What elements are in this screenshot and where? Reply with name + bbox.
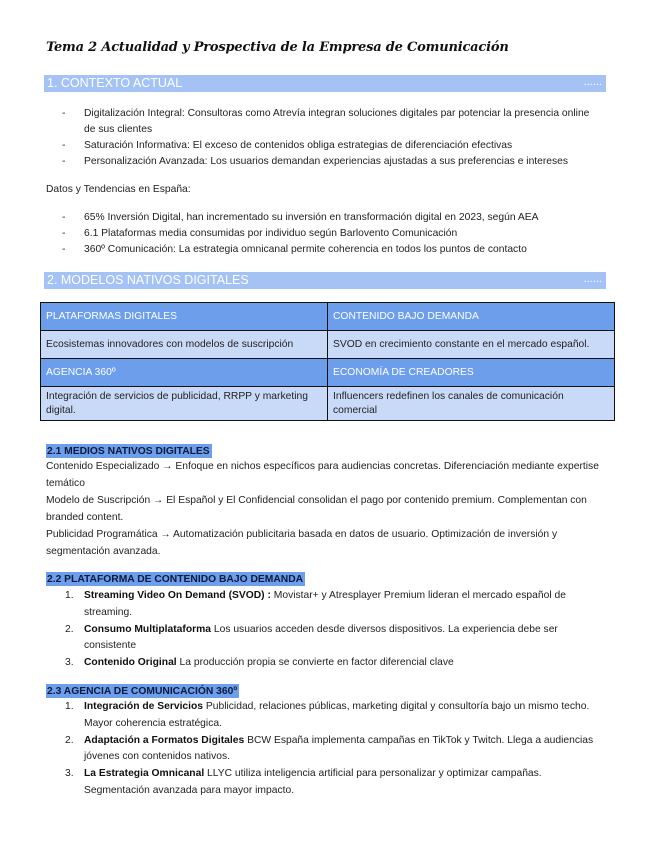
list-item-title: Streaming Video On Demand (SVOD) :	[84, 590, 271, 601]
table-row	[41, 303, 615, 331]
list-item: - Personalización Avanzada: Los usuarios demandan experiencias ajustadas a sus preferencias e intereses	[62, 154, 602, 170]
list-number: 2.	[65, 734, 74, 746]
list-item-text: Los usuarios acceden desde diversos dispositivos. La experiencia debe ser consistente	[84, 623, 558, 652]
agency-numbered-list	[60, 699, 608, 800]
table-cell: ECONOMÍA DE CREADORES	[328, 359, 615, 387]
list-item: - Saturación Informativa: El exceso de contenidos obliga estrategias de diferenciación efectivas	[62, 138, 602, 154]
list-number: 3.	[65, 657, 74, 669]
list-number: 1.	[65, 590, 74, 601]
svod-numbered-list	[60, 588, 608, 672]
list-item-title: Contenido Original	[84, 657, 177, 669]
list-item-title: Consumo Multiplataforma	[84, 623, 211, 635]
section-heading-dots: ......	[583, 273, 602, 285]
list-item: - 360º Comunicación: La estrategia omnicanal permite coherencia en todos los puntos de contacto	[62, 242, 602, 258]
section-heading-dots: ......	[583, 76, 602, 88]
subsection-heading-2-1: 2.1 MEDIOS NATIVOS DIGITALES	[47, 446, 210, 457]
list-item-title: La Estrategia Omnicanal	[84, 768, 205, 780]
list-item: - 6.1 Plataformas media consumidas por individuo según Barlovento Comunicación	[62, 226, 602, 242]
list-item-text: Movistar+ y Atresplayer Premium lideran el mercado español de streaming.	[84, 590, 566, 618]
context-bullet-list	[62, 106, 602, 170]
list-item-title: Adaptación a Formatos Digitales	[84, 734, 245, 746]
list-number: 1.	[65, 701, 74, 712]
table-cell: Ecosistemas innovadores con modelos de suscripción	[41, 331, 328, 359]
list-item	[60, 699, 608, 733]
table-cell: AGENCIA 360º	[41, 359, 328, 387]
subsection-heading-2-3: 2.3 AGENCIA DE COMUNICACIÓN 360º	[47, 686, 238, 697]
table-cell: CONTENIDO BAJO DEMANDA	[328, 303, 615, 331]
table-cell: Integración de servicios de publicidad, RRPP y marketing digital.	[41, 387, 328, 421]
data-intro: Datos y Tendencias en España:	[46, 184, 191, 195]
section-heading-text: 2. MODELOS NATIVOS DIGITALES	[47, 273, 249, 287]
list-item	[60, 588, 608, 622]
table-row	[41, 359, 615, 387]
list-item-text: LLYC utiliza inteligencia artificial para personalizar y optimizar campañas. Segmentación avanzada para mayor impacto.	[84, 768, 542, 796]
paragraph: Publicidad Programática → Automatización publicitaria basada en datos de usuario. Optimización de inversión y segmentación avanzada.	[46, 529, 558, 557]
list-item	[60, 622, 608, 656]
paragraph: Modelo de Suscripción → El Español y El Confidencial consolidan el pago por contenido premium. Complementan con branded content.	[46, 495, 587, 523]
table-row	[41, 387, 615, 421]
list-item	[60, 655, 608, 672]
section-heading-text: 1. CONTEXTO ACTUAL	[47, 76, 183, 90]
list-number: 3.	[65, 768, 74, 780]
list-item-text: BCW España implementa campañas en TikTok y Twitch. Llega a audiencias jóvenes con contenidos nativos.	[84, 734, 594, 763]
list-item	[60, 733, 608, 767]
list-number: 2.	[65, 623, 74, 635]
table-cell: Influencers redefinen los canales de comunicación comercial	[328, 387, 615, 421]
paragraph: Contenido Especializado → Enfoque en nichos específicos para audiencias concretas. Diferenciación mediante expertise temático	[46, 461, 599, 489]
document-title: Tema 2 Actualidad y Prospectiva de la Empresa de Comunicación	[46, 40, 509, 55]
list-item-text: Publicidad, relaciones públicas, marketing digital y consultoría bajo un mismo techo. Mayor coherencia estratégica.	[84, 701, 590, 729]
section-heading-contexto	[44, 75, 606, 92]
section-heading-modelos	[44, 272, 606, 289]
list-item-text: La producción propia se convierte en factor diferencial clave	[176, 657, 454, 669]
table-cell: SVOD en crecimiento constante en el mercado español.	[328, 331, 615, 359]
data-bullet-list	[62, 210, 602, 258]
table-row	[41, 331, 615, 359]
list-item	[60, 766, 608, 800]
list-item: - Digitalización Integral: Consultoras como Atrevía integran soluciones digitales par potenciar la presencia online de sus clientes	[62, 106, 602, 138]
list-item: - 65% Inversión Digital, han incrementado su inversión en transformación digital en 2023, según AEA	[62, 210, 602, 226]
table-cell: PLATAFORMAS DIGITALES	[41, 303, 328, 331]
list-item-title: Integración de Servicios	[84, 701, 204, 712]
models-table	[40, 302, 615, 421]
subsection-heading-2-2: 2.2 PLATAFORMA DE CONTENIDO BAJO DEMANDA	[47, 574, 304, 585]
